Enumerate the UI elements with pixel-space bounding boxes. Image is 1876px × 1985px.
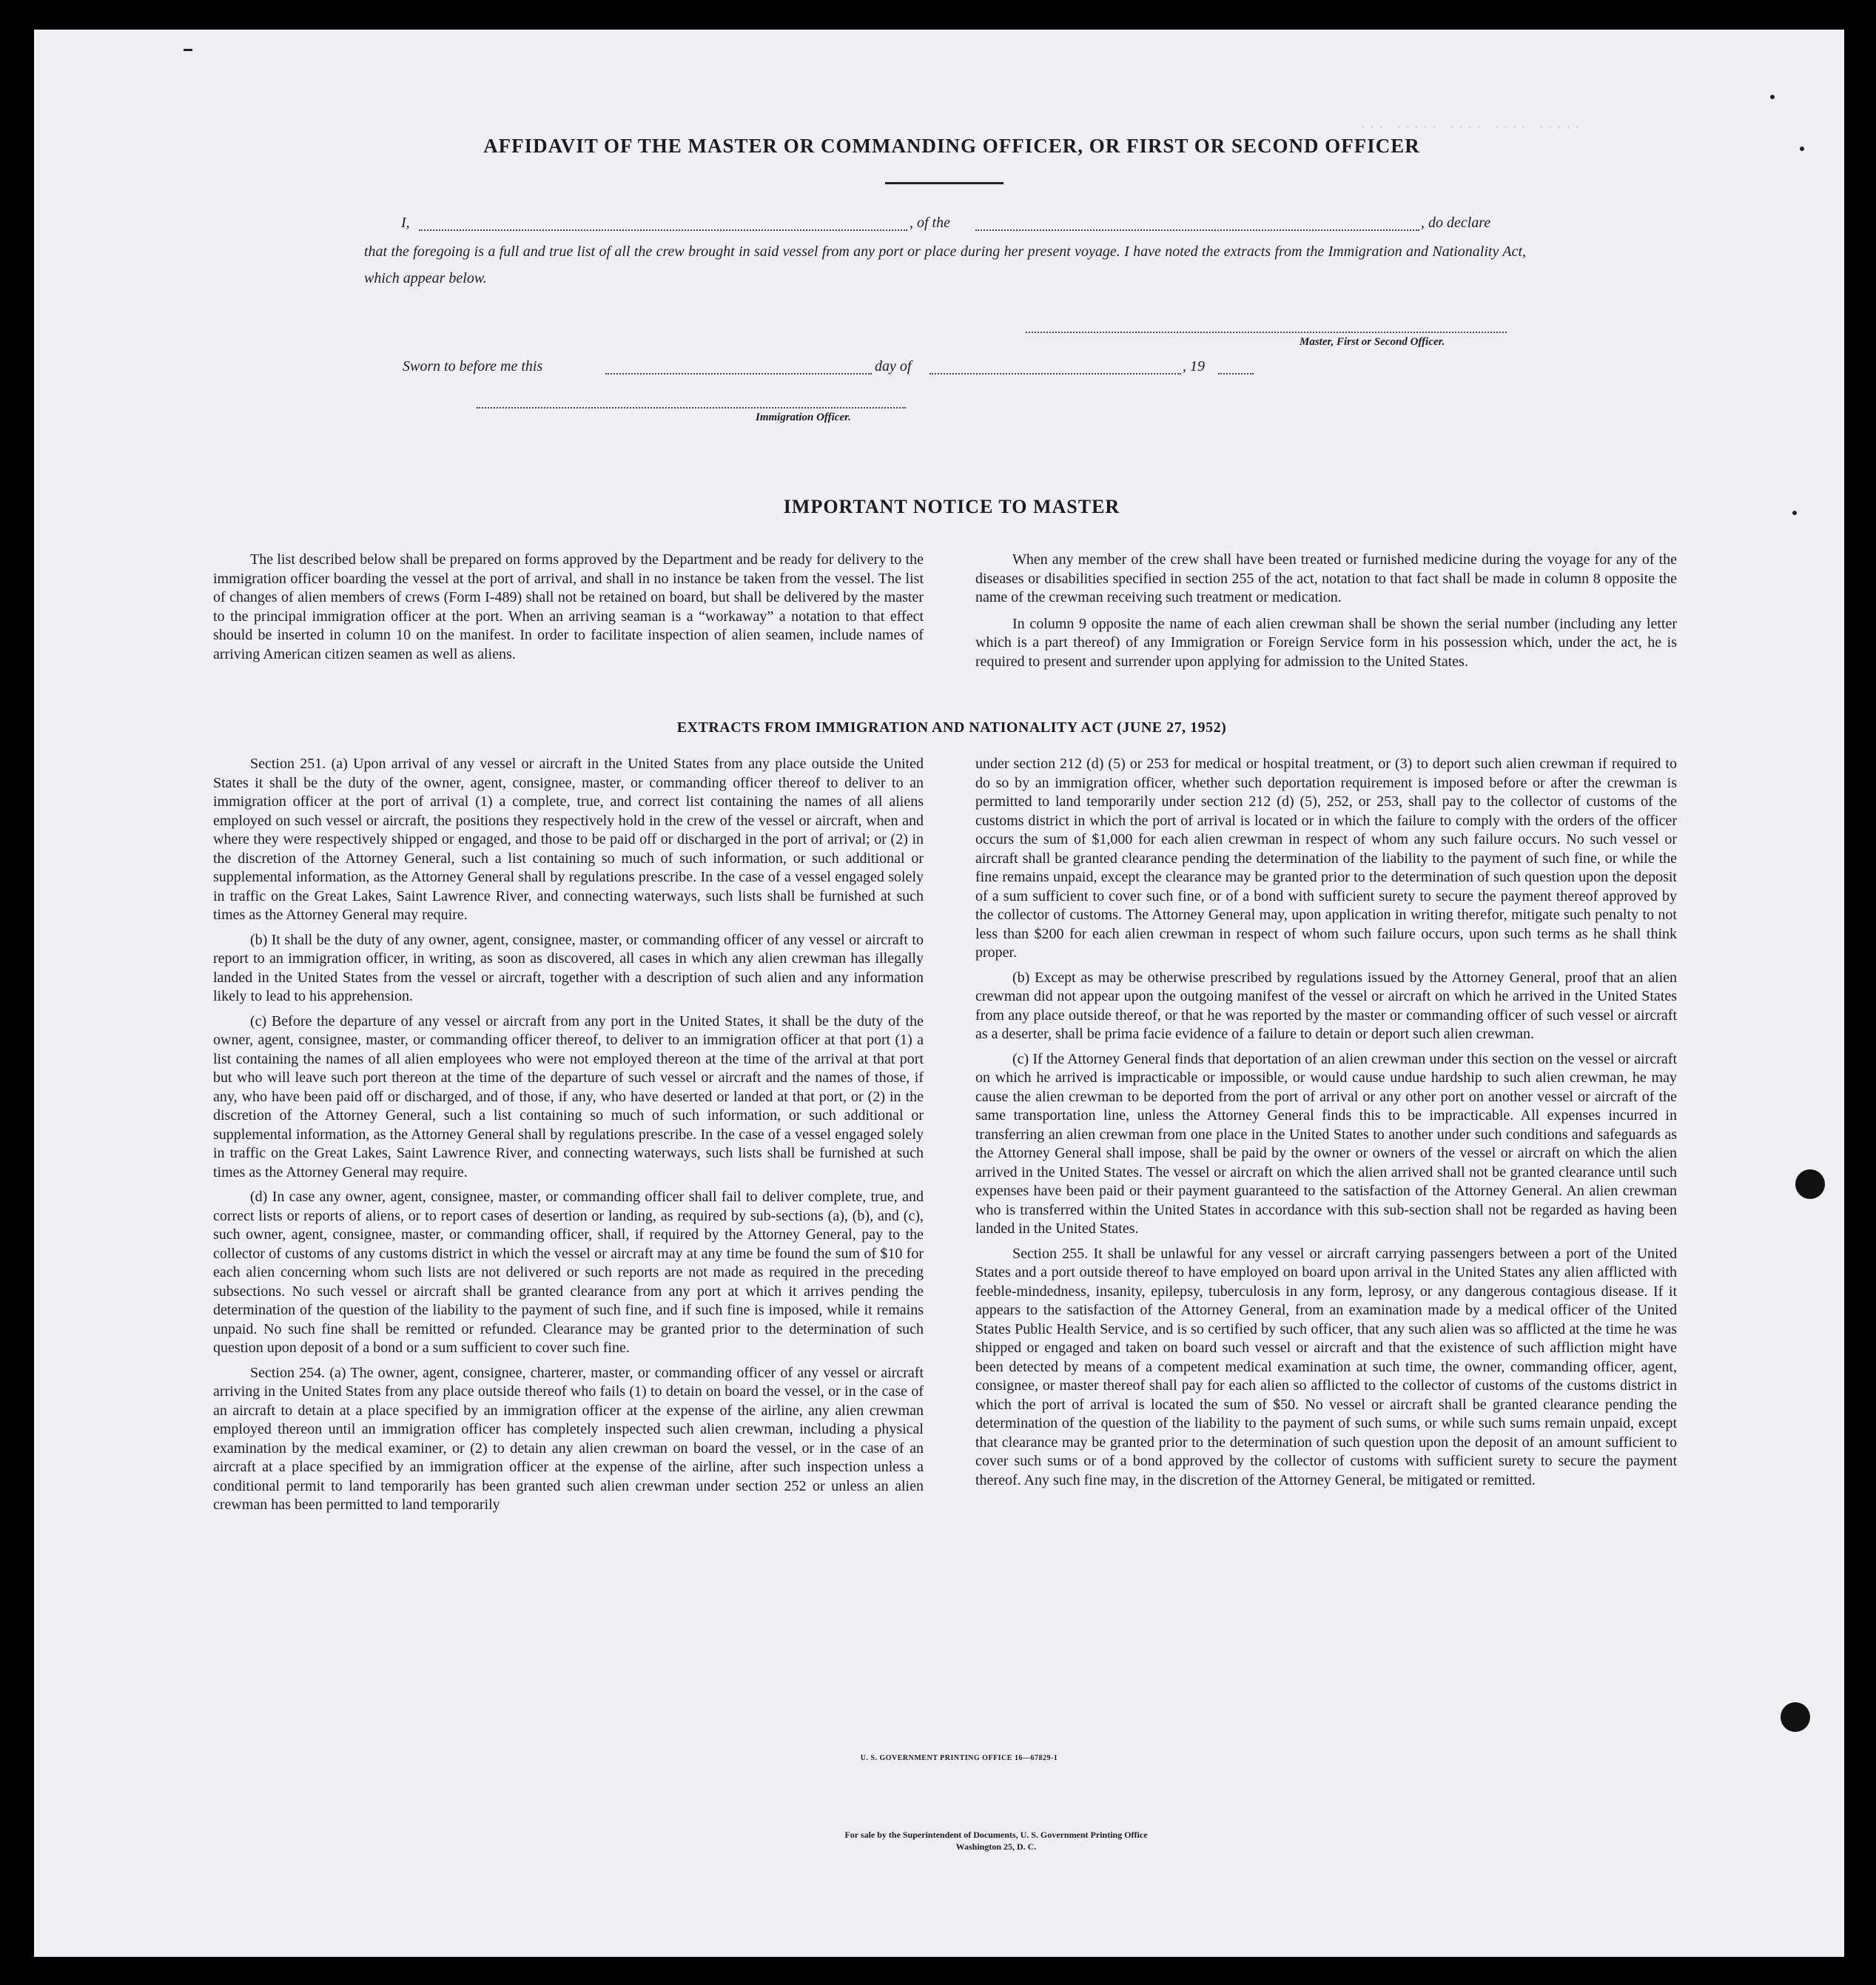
do-declare-label: , do declare [1421, 215, 1491, 231]
declarant-name-field[interactable] [419, 229, 907, 231]
notice-left-column [213, 551, 924, 670]
of-the-label: , of the [910, 215, 950, 231]
section-254c: (c) If the Attorney General finds that deportation of an alien crewman under this section on the vessel or aircraft on which he arrived is impracticable or impossible, or would cause undue hardship to such alien crewman, he may cause the alien crewman to be deported from the port of arrival or any other port on another vessel or aircraft of the same transportation line, unless the Attorney General finds this to be impracticable. All expenses incurred in transferring an alien crewman from one place in the United States to another under such conditions and safeguards as the Attorney General shall impose, shall be paid by the owner or owners of the vessel or aircraft on which the alien arrived in the United States. The vessel or aircraft on which the alien arrived shall not be granted clearance until such expenses have been paid or their payment guaranteed to the satisfaction of the Attorney General. An alien crewman who is transferred within the United States in accordance with this sub-section shall not be regarded as having been landed in the United States. [975, 1050, 1677, 1237]
sale-notice-line-2: Washington 25, D. C. [955, 1841, 1037, 1852]
extracts-left-column [213, 755, 924, 1521]
declaration-text: that the foregoing is a full and true list of all the crew brought in said vessel from any port or place during her present voyage. I have noted the extracts from the Immigration and Nationality Act, which appear below. [364, 243, 1526, 286]
extracts-right-column [975, 755, 1677, 1496]
printing-office-line: U. S. GOVERNMENT PRINTING OFFICE 16—67829-1 [860, 1754, 1058, 1762]
margin-tick [1792, 511, 1797, 515]
immigration-officer-label: Immigration Officer. [756, 412, 851, 423]
section-251d: (d) In case any owner, agent, consignee, master, or commanding officer shall fail to deliver complete, true, and correct lists or reports of aliens, or to report cases of desertion or landing, as required by sub-sections (a), (b), and (c), such owner, agent, consignee, master, or commanding officer, shall, if required by the Attorney General, pay to the collector of customs of any customs district in which the vessel or aircraft may at any time be found the sum of $10 for each alien concerning whom such lists are not delivered or such reports are not made as required in the preceding subsections. No such vessel or aircraft shall be granted clearance from any port at which it arrives pending the determination of the question of the liability to the payment of such fine, and if such fine is imposed, while it remains unpaid. No such fine shall be remitted or refunded. Clearance may be granted prior to the determination of such question upon deposit of a bond or a sum sufficient to cover such fine. [213, 1189, 924, 1356]
document-page [34, 30, 1844, 1957]
notice-right-column [975, 551, 1677, 677]
sworn-label: Sworn to before me this [403, 358, 543, 375]
title-underline [885, 182, 1003, 184]
notice-right-paragraph-2: In column 9 opposite the name of each alien crewman shall be shown the serial number (including any letter which is a part thereof) of any Immigration or Foreign Service form in his possession which, under the act, he is required to present and surrender upon applying for admission to the United States. [975, 615, 1677, 670]
sworn-month-field[interactable] [929, 373, 1181, 375]
master-signature-label: Master, First or Second Officer. [1300, 336, 1445, 348]
sworn-year-field[interactable] [1218, 373, 1254, 375]
section-251b: (b) It shall be the duty of any owner, agent, consignee, master, or commanding officer of any vessel or aircraft to report to an immigration officer, in writing, as soon as discovered, all cases in which any alien crewman has illegally landed in the United States from the vessel or aircraft, together with a description of such alien and any information likely to lead to his apprehension. [213, 931, 924, 1004]
section-254a-continued: under section 212 (d) (5) or 253 for medical or hospital treatment, or (3) to deport such alien crewman if required to do so by an immigration officer, whether such deportation requirement is imposed before or after the crewman is permitted to land temporarily under section 212 (d) (5), 252, or 253, shall pay to the collector of customs of the customs district in which the port of arrival is located or in which the failure to comply with the orders of the officer occurs the sum of $1,000 for each alien crewman in respect of whom any such failure occurs. No such vessel or aircraft shall be granted clearance pending the determination of the liability to the payment of such fine, or while the fine remains unpaid, except the clearance may be granted prior to the determination of such question upon the deposit of a sum sufficient to cover such fine, or of a bond with sufficient surety to secure the payment thereof approved by the collector of customs. The Attorney General may, upon application in writing therefor, mitigate such penalty to not less than $200 for each alien crewman in respect of whom such failure occurs, upon such terms as he shall think proper. [975, 756, 1677, 961]
extracts-title: EXTRACTS FROM IMMIGRATION AND NATIONALITY ACT (JUNE 27, 1952) [676, 719, 1227, 736]
margin-tick [1770, 95, 1775, 99]
sworn-date-field[interactable] [605, 373, 872, 375]
show-through-ghost-text: ··· ····· ···· ···· ····· [1359, 118, 1582, 136]
scan-mark [184, 49, 192, 51]
immigration-officer-line[interactable] [477, 407, 906, 409]
punch-hole-lower [1781, 1702, 1810, 1732]
sale-notice-line-1: For sale by the Superintendent of Documents, U. S. Government Printing Office [844, 1830, 1148, 1840]
vessel-name-field[interactable] [975, 229, 1419, 231]
notice-title: IMPORTANT NOTICE TO MASTER [783, 496, 1120, 517]
punch-hole-upper [1795, 1169, 1825, 1199]
year-label: , 19 [1183, 358, 1205, 375]
notice-left-paragraph: The list described below shall be prepared on forms approved by the Department and be ready for delivery to the immigration officer boarding the vessel at the port of arrival, and shall in no instance be taken from the vessel. The list of changes of alien members of crews (Form I-489) shall not be retained on board, but shall be delivered by the master to the principal immigration officer at the port. When an arriving seaman is a “workaway” a notation to that effect should be inserted in column 10 on the manifest. In order to facilitate inspection of alien seamen, include names of arriving American citizen seamen as well as aliens. [213, 551, 924, 662]
notice-right-paragraph-1: When any member of the crew shall have been treated or furnished medicine during the voyage for any of the diseases or disabilities specified in section 255 of the act, notation to that fact shall be made in column 8 opposite the name of the crewman receiving such treatment or medication. [975, 551, 1677, 605]
section-251c: (c) Before the departure of any vessel or aircraft from any port in the United States, it shall be the duty of the owner, agent, consignee, master, or commanding officer thereof, to deliver to an immigration officer at that port (1) a list containing the names of all alien employees who were not employed thereon at the time of the arrival at that port but who will leave such port thereon at the time of the departure of such vessel or aircraft and the names of those, if any, who have been paid off or discharged, and of those, if any, who have deserted or landed at that port, or (2) in the discretion of the Attorney General, such a list containing so much of such information, or such additional or supplemental information, as the Attorney General shall by regulations prescribe. In the case of a vessel engaged solely in traffic on the Great Lakes, Saint Lawrence River, and connecting waterways, such lists shall be furnished at such times as the Attorney General may require. [213, 1012, 924, 1180]
section-251a: Section 251. (a) Upon arrival of any vessel or aircraft in the United States from any place outside the United States it shall be the duty of the owner, agent, consignee, master, or commanding officer thereof to deliver to an immigration officer at the port of arrival (1) a complete, true, and correct list containing the names of all aliens employed on such vessel or aircraft, the positions they respectively hold in the crew of the vessel or aircraft, when and where they were respectively shipped or engaged, and those to be paid off or discharged in the port of arrival; or (2) in the discretion of the Attorney General, such a list containing so much of such information, or such additional or supplemental information, as the Attorney General shall by regulations prescribe. In the case of a vessel engaged solely in traffic on the Great Lakes, Saint Lawrence River, and connecting waterways, such lists shall be furnished at such times as the Attorney General may require. [213, 756, 924, 923]
affidavit-title: AFFIDAVIT OF THE MASTER OR COMMANDING OFFICER, OR FIRST OR SECOND OFFICER [483, 135, 1420, 157]
section-255: Section 255. It shall be unlawful for any vessel or aircraft carrying passengers between a port of the United States and a port outside thereof to have employed on board upon arrival in the United States any alien afflicted with feeble-mindedness, insanity, epilepsy, tuberculosis in any form, leprosy, or any dangerous contagious disease. If it appears to the satisfaction of the Attorney General, from an examination made by a medical officer of the United States Public Health Service, and is so certified by such officer, that any such alien was so afflicted at the time he was shipped or engaged and taken on board such vessel or aircraft and that the existence of such affliction might have been detected by means of a competent medical examination at such time, the owner, commanding officer, agent, consignee, or master thereof shall pay for each alien so afflicted to the collector of customs of the customs district in which the port of arrival is located the sum of $50. No vessel or aircraft shall be granted clearance pending the determination of the question of the liability to the payment of such sums, or while such sums remain unpaid, except that clearance may be granted prior to the determination of such question upon the deposit of an amount sufficient to cover such sums or of a bond approved by the collector of customs with sufficient surety to secure the payment thereof. Any such fine may, in the discretion of the Attorney General, be mitigated or remitted. [975, 1245, 1677, 1488]
master-signature-line[interactable] [1026, 332, 1507, 333]
section-254a: Section 254. (a) The owner, agent, consignee, charterer, master, or commanding officer of any vessel or aircraft arriving in the United States from any place outside thereof who fails (1) to detain on board the vessel, or in the case of an aircraft to detain at a place specified by an immigration officer at the expense of the airline, any alien crewman employed thereon until an immigration officer has completely inspected such alien crewman, including a physical examination by the medical examiner, or (2) to detain any alien crewman on board the vessel, or in the case of an aircraft at a place specified by an immigration officer at the expense of the airline, after such inspection unless a conditional permit to land temporarily has been granted such alien crewman under section 252 or unless an alien crewman has been permitted to land temporarily [213, 1364, 924, 1513]
day-of-label: day of [875, 358, 912, 375]
declarant-label: I, [401, 215, 410, 231]
margin-tick [1800, 147, 1804, 151]
section-254b: (b) Except as may be otherwise prescribed by regulations issued by the Attorney General, proof that an alien crewman did not appear upon the outgoing manifest of the vessel or aircraft on which he arrived in the United States from any place outside thereof, or that he was reported by the master or commanding officer of such vessel or aircraft as a deserter, shall be prima facie evidence of a failure to detain or deport such alien crewman. [975, 969, 1677, 1042]
